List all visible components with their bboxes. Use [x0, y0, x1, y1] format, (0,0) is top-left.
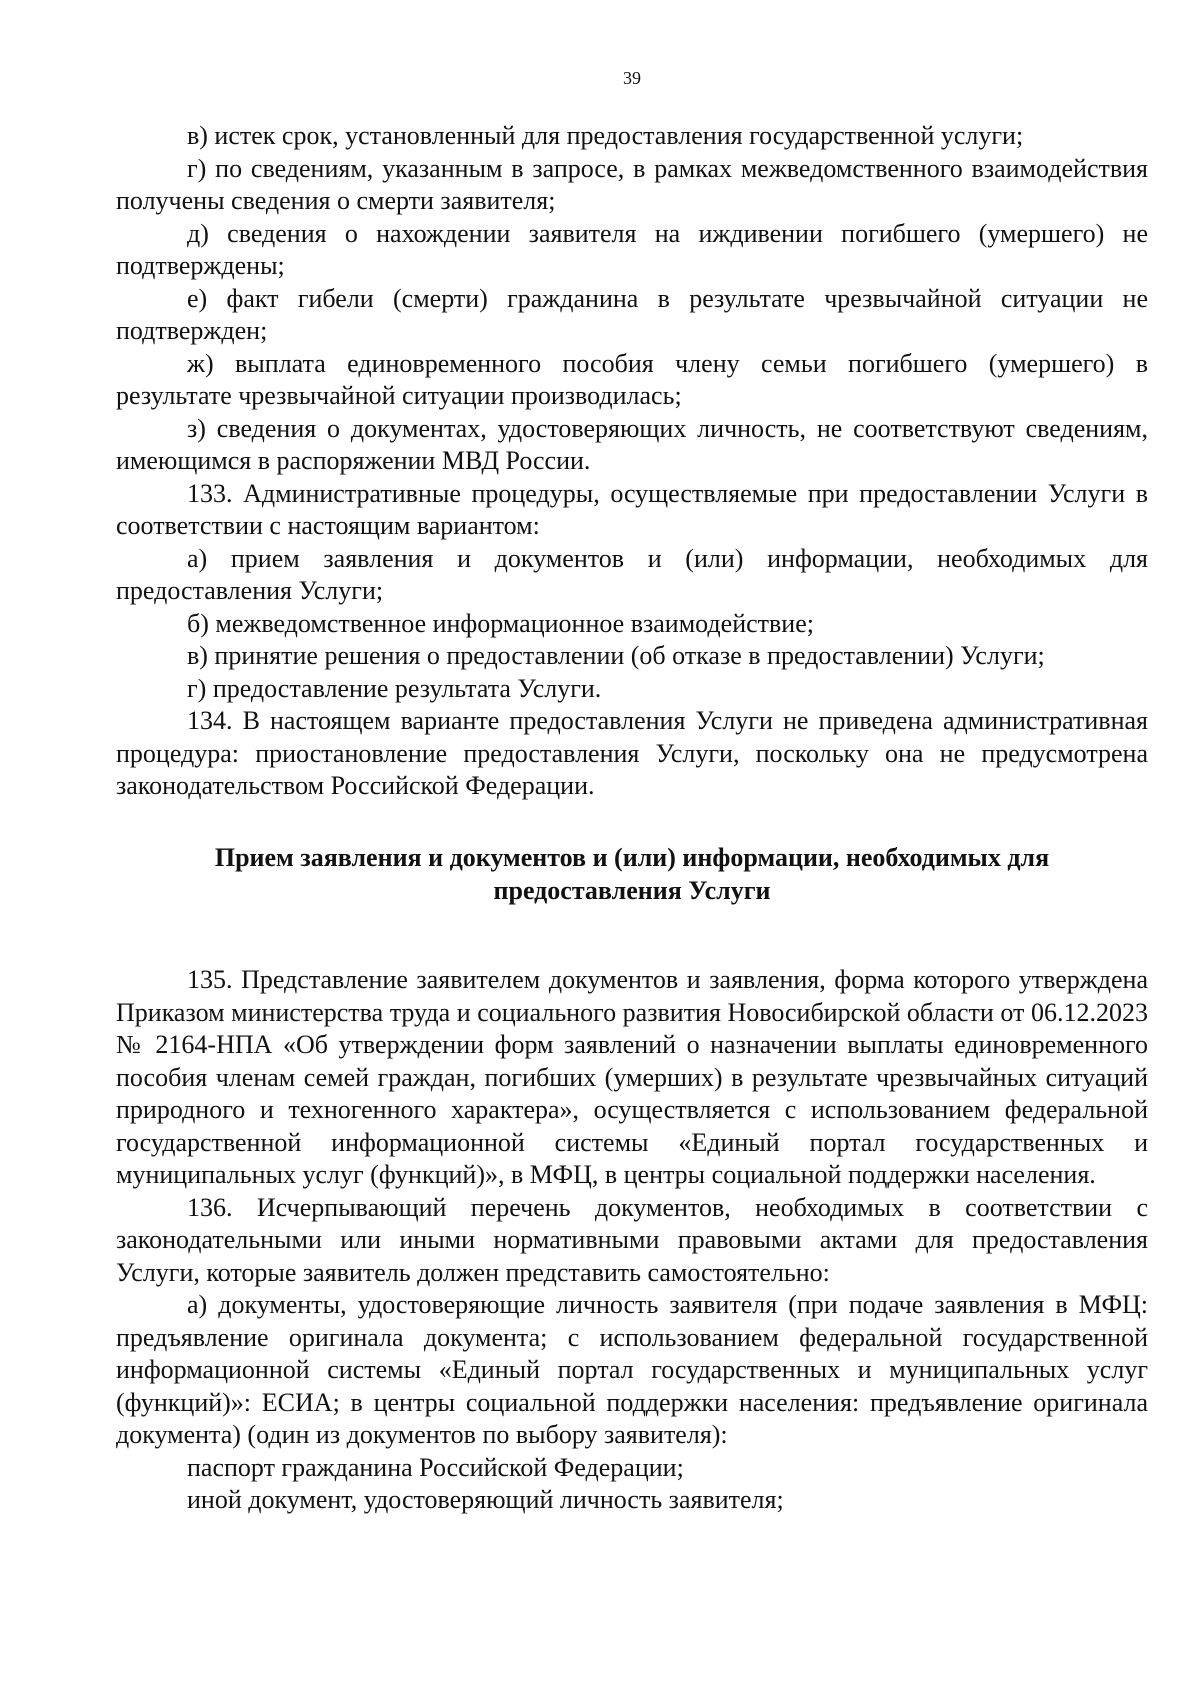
- paragraph-134: 134. В настоящем варианте предоставления Услуги не приведена административная процедура: приостановление предоставления Услуги, поскольку она не предусмотрена законодательством Российской Федерации.: [116, 706, 1148, 800]
- text-block-top: [116, 120, 1148, 803]
- paragraph-item-g-death-info: г) по сведениям, указанным в запросе, в рамках межведомственного взаимодействия получены сведения о смерти заявителя;: [116, 153, 1148, 215]
- paragraph-item-e-fact-not-confirmed: е) факт гибели (смерти) гражданина в результате чрезвычайной ситуации не подтвержден;: [116, 283, 1148, 345]
- paragraph-135: 135. Представление заявителем документов и заявления, форма которого утверждена Приказом министерства труда и социального развития Новосибирской области от 06.12.2023 № 2164-НПА «Об утверждении форм заявлений о назначении выплаты единовременного пособия членам семей граждан, погибших (умерших) в результате чрезвычайных ситуаций природного и техногенного характера», осуществляется с использованием федеральной государственной информационной системы «Единый портал государственных и муниципальных услуг (функций)», в МФЦ, в центры социальной поддержки населения.: [116, 965, 1148, 1189]
- page-number: 39: [623, 68, 641, 88]
- section-heading-line-1: Прием заявления и документов и (или) информации, необходимых для: [214, 843, 1050, 872]
- paragraph-item-zh-payment-made: ж) выплата единовременного пособия члену семьи погибшего (умершего) в результате чрезвычайной ситуации производилась;: [116, 348, 1148, 410]
- text-block-bottom: [116, 964, 1148, 1517]
- paragraph-item-z-documents-mismatch: з) сведения о документах, удостоверяющих личность, не соответствуют сведениям, имеющимся в распоряжении МВД России.: [116, 413, 1148, 475]
- list-item-other-id-document: иной документ, удостоверяющий личность заявителя;: [187, 1485, 784, 1514]
- paragraph-133-v: в) принятие решения о предоставлении (об отказе в предоставлении) Услуги;: [187, 641, 1045, 670]
- paragraph-133-a: а) прием заявления и документов и (или) информации, необходимых для предоставления Услуги;: [116, 543, 1148, 605]
- section-heading-line-2: предоставления Услуги: [493, 876, 771, 905]
- paragraph-133-g: г) предоставление результата Услуги.: [187, 673, 602, 703]
- list-item-passport: паспорт гражданина Российской Федерации;: [187, 1452, 684, 1482]
- paragraph-136-a: а) документы, удостоверяющие личность заявителя (при подаче заявления в МФЦ: предъявление оригинала документа; с использованием федеральной государственной информационной системы «Единый портал государственных и муниципальных услуг (функций)»: ЕСИА; в центры социальной поддержки населения: предъявление оригинала документа) (один из документов по выбору заявителя):: [116, 1290, 1148, 1449]
- paragraph-item-v-deadline: в) истек срок, установленный для предоставления государственной услуги;: [187, 121, 1024, 150]
- paragraph-136: 136. Исчерпывающий перечень документов, необходимых в соответствии с законодательными или иными нормативными правовыми актами для предоставления Услуги, которые заявитель должен представить самостоятельно:: [116, 1192, 1148, 1287]
- section-heading: [116, 841, 1148, 907]
- paragraph-133-b: б) межведомственное информационное взаимодействие;: [187, 608, 814, 638]
- paragraph-item-d-dependency: д) сведения о нахождении заявителя на иждивении погибшего (умершего) не подтверждены;: [116, 218, 1148, 280]
- paragraph-133: 133. Административные процедуры, осуществляемые при предоставлении Услуги в соответствии с настоящим вариантом:: [116, 478, 1148, 540]
